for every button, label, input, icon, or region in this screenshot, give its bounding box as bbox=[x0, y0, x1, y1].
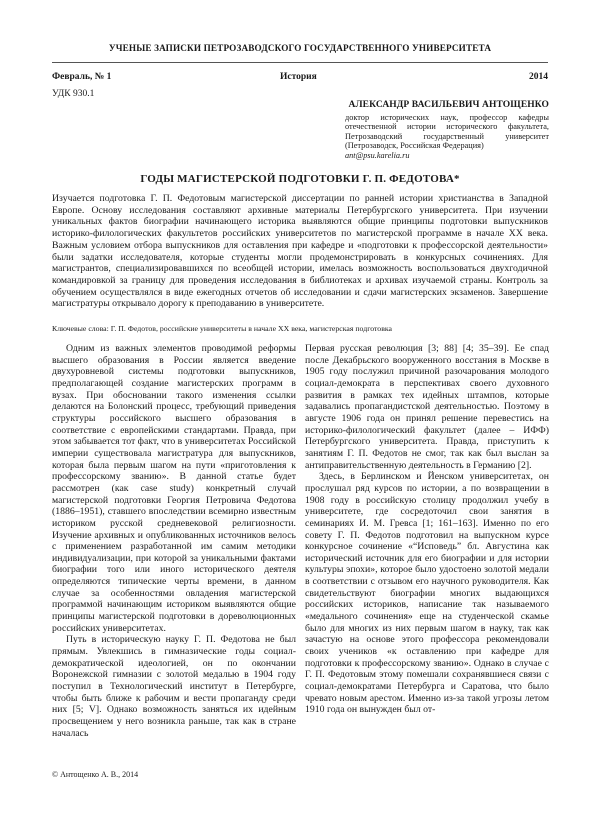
paragraph: Первая русская революция [3; 88] [4; 35–39]. Ее спад после Декабрьского вооруженного восстания в Москве в 1905 году послужил причиной разочарования молодого социал-демократа в перспективах своего духовного развития в рамках тех идейных штампов, которые задавались пропагандистской деятельностью. Поэтому в августе 1906 года он принял решение перевестись на историко-филологический факультет (далее – ИФФ) Петербургского университета. Правда, приступить к занятиям Г. П. Федотов не смог, так как был выслан за антиправительственную деятельность в Германию [2]. bbox=[305, 343, 549, 471]
paragraph: Здесь, в Берлинском и Йенском университетах, он прослушал ряд курсов по истории, а по возвращении в 1908 году в российскую столицу продолжил учебу в университете, где сосредоточил свои занятия в семинариях И. М. Гревса [1; 161–163]. Именно по его совету Г. П. Федотов подготовил на выпускном курсе конкурсное сочинение «“Исповедь” бл. Августина как исторический источник для его биографии и для истории культуры эпохи», которое было удостоено золотой медали в соответствии с отзывом его научного руководителя. Как свидетельствуют биографии многих выдающихся российских историков, написание так называемого «медального сочинения» еще на студенческой скамье было для многих из них первым шагом в науку, так как зачастую на основе этого профессора рекомендовали своих учеников «к оставлению при кафедре для подготовки к профессорскому званию». Однако в случае с Г. П. Федотовым этому помешали сохранявшиеся связи с социал-демократами Петербурга и Саратова, что было чревато новым арестом. Именно из-за такой угрозы летом 1910 года он вынужден был от- bbox=[305, 471, 549, 716]
issue-number: Февраль, № 1 bbox=[52, 72, 112, 82]
header-divider bbox=[52, 62, 548, 63]
paragraph: Одним из важных элементов проводимой реформы высшего образования в России является введение двухуровневой системы подготовки выпускников, предполагающей создание магистерских программ в вузах. При обосновании такого изменения ссылки делаются на Болонский процесс, требующий приведения структуры российского высшего образования в соответствие с европейскими стандартами. Правда, при этом забывается тот факт, что в университетах Российской империи существовала магистратура для выпускников, которая была первым шагом на пути «приготовления к профессорскому званию». В данной статье будет рассмотрен (как case study) конкретный случай магистерской подготовки Георгия Петровича Федотова (1886–1951), ставшего впоследствии всемирно известным историком русской средневековой религиозности. Изучение архивных и опубликованных источников велось с применением разработанной им самим методики индивидуализации, при которой за уникальными фактами биографии того или иного исторического деятеля определяются типические черты времени, в данном случае за особенностями овладения магистерской программой начинающим историком выявляются общие принципы магистерской подготовки в дореволюционных российских университетах. bbox=[52, 343, 296, 634]
section-name: История bbox=[280, 72, 317, 82]
issue-year: 2014 bbox=[529, 72, 548, 82]
udk-code: УДК 930.1 bbox=[52, 89, 95, 99]
issue-row bbox=[52, 72, 548, 86]
body-right-column bbox=[305, 343, 549, 716]
article-title: ГОДЫ МАГИСТЕРСКОЙ ПОДГОТОВКИ Г. П. ФЕДОТОВА* bbox=[140, 173, 460, 185]
copyright-notice: © Антощенко А. В., 2014 bbox=[52, 770, 139, 779]
author-block bbox=[345, 101, 549, 160]
journal-title: УЧЕНЫЕ ЗАПИСКИ ПЕТРОЗАВОДСКОГО ГОСУДАРСТВЕННОГО УНИВЕРСИТЕТА bbox=[108, 43, 492, 53]
author-name: АЛЕКСАНДР ВАСИЛЬЕВИЧ АНТОЩЕНКО bbox=[348, 100, 549, 110]
abstract: Изучается подготовка Г. П. Федотовым магистерской диссертации по ранней истории христианства в Западной Европе. Основу исследования составляют архивные материалы Петербургского университета. При изучении уникальных фактов биографии начинающего историка выявляются общие принципы подготовки выпускников историко-филологических факультетов российских университетов по магистерской программе в начале XX века. Важным условием отбора выпускников для оставления при кафедре и «подготовки к профессорской деятельности» были задатки исследователя, которые студенты могли продемонстрировать в конкурсных сочинениях. Для магистрантов, специализировавшихся по всеобщей истории, имелась возможность воспользоваться двухгодичной командировкой за границу для проведения исследования в библиотеках и архивах изучаемой страны. Контроль за обучением осуществлялся в виде ежегодных отчетов об исследовании и сдачи магистерских экзаменов. Завершение магистратуры открывало дорогу к преподаванию в университете. bbox=[52, 193, 548, 310]
body-left-column bbox=[52, 343, 296, 739]
author-affiliation: доктор исторических наук, профессор кафедры отечественной истории исторического факультета, Петрозаводский государственный университет (Петрозаводск, Российская Федерация) bbox=[345, 112, 549, 150]
paragraph: Путь в историческую науку Г. П. Федотова не был прямым. Увлекшись в гимназические годы социал-демократической идеологией, он по окончании Воронежской гимназии с золотой медалью в 1904 году поступил в Технологический институт в Петербурге, чтобы быть ближе к рабочим и вести пропаганду среди них [5; V]. Однако возможность заняться их идейным просвещением у него возникла раньше, так как в стране началась bbox=[52, 634, 296, 739]
keywords: Ключевые слова: Г. П. Федотов, российские университеты в начале XX века, магистерская подготовка bbox=[52, 324, 393, 333]
author-email[interactable]: ant@psu.karelia.ru bbox=[345, 150, 410, 160]
